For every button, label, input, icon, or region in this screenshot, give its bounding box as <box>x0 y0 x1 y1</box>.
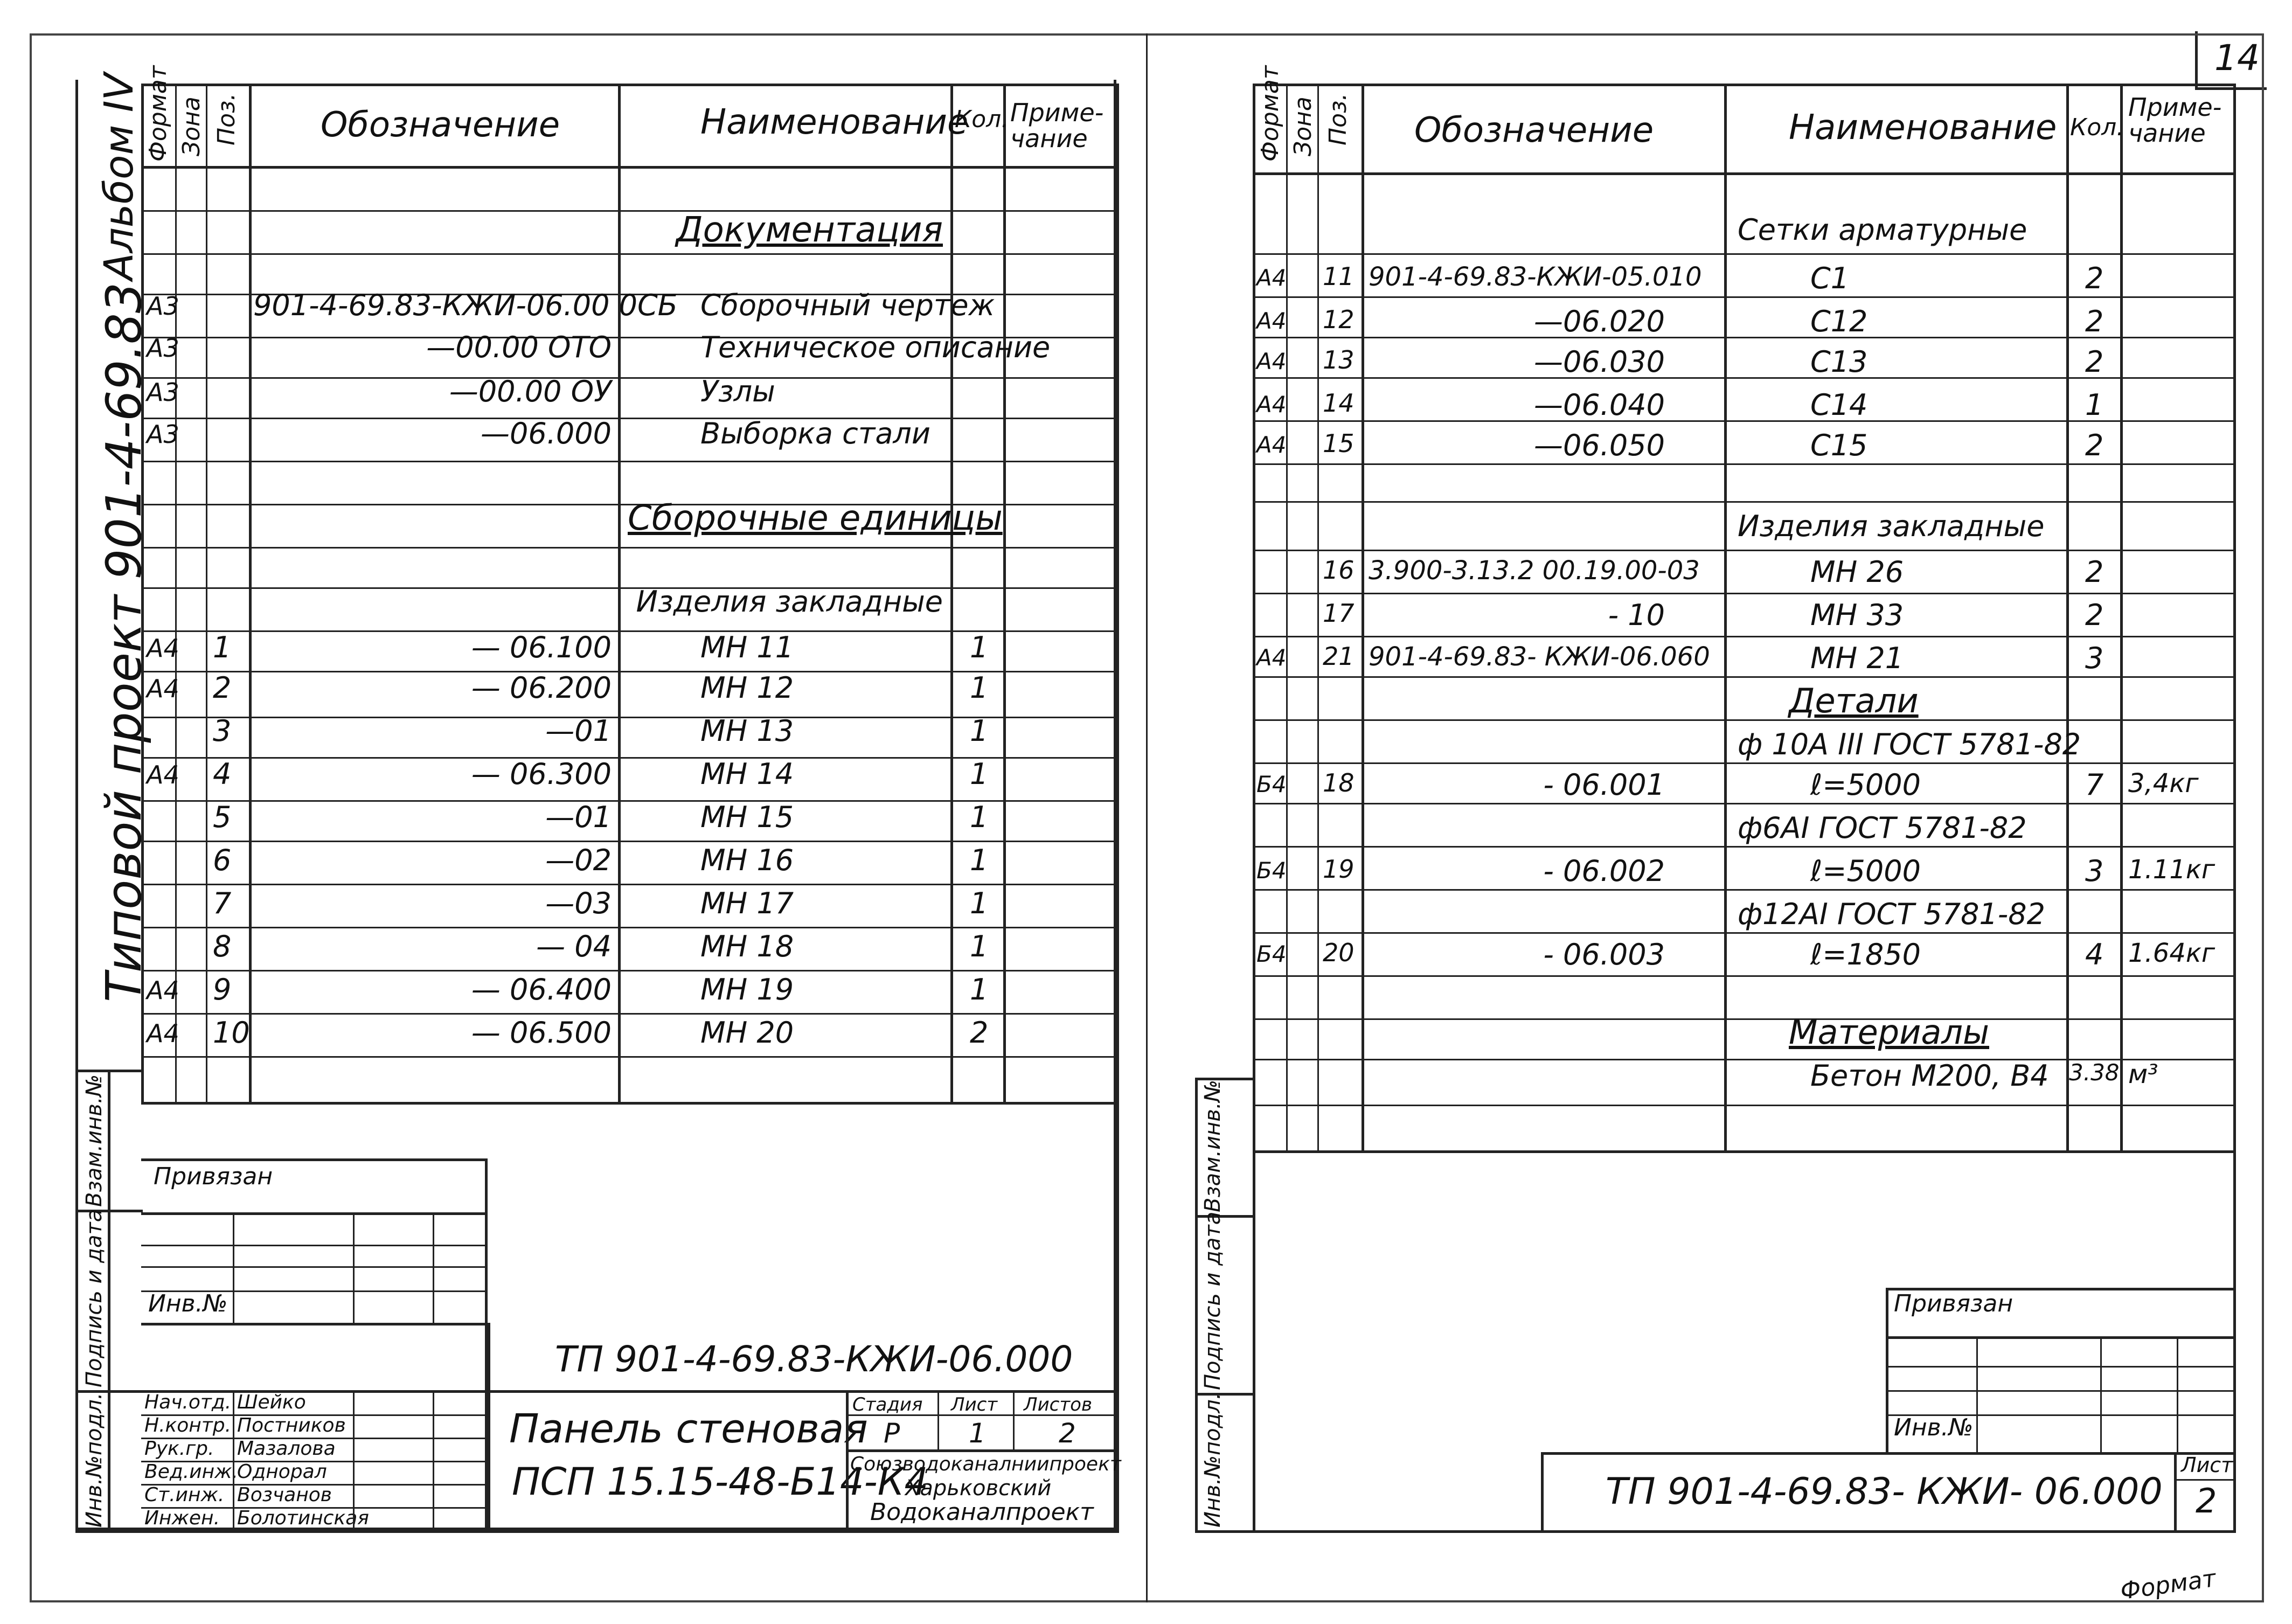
right-stamp-vzam: Взам.инв.№ <box>1200 1079 1225 1212</box>
r-row-designation: - 06.002 <box>1543 854 1665 888</box>
row-qty: 1 <box>970 886 989 920</box>
r-row-qty: 7 <box>2085 768 2104 802</box>
row-pos: 7 <box>213 886 232 920</box>
stamp-podpis: Подпись и дата <box>82 1209 107 1387</box>
r-header-note: Приме-чание <box>2128 93 2222 148</box>
row-designation: —01 <box>545 800 612 834</box>
row-name: МН 20 <box>700 1016 794 1050</box>
right-stamp-inv: Инв.№подл. <box>1200 1392 1225 1528</box>
signature-name: Постников <box>237 1414 346 1436</box>
row-name: Сборочные единицы <box>628 498 1003 538</box>
row-qty: 1 <box>970 929 989 963</box>
header-pos: Поз. <box>213 93 240 145</box>
r-header-zone: Зона <box>1289 96 1317 156</box>
r-row-qty: 2 <box>2085 261 2104 295</box>
r-doc-code: ТП 901-4-69.83- КЖИ- 06.000 <box>1606 1470 2163 1513</box>
row-qty: 1 <box>970 757 989 791</box>
r-row-pos: 15 <box>1323 429 1355 458</box>
stage-value: Р <box>884 1418 900 1449</box>
list-value: 1 <box>969 1418 986 1449</box>
row-designation: — 06.100 <box>471 630 612 664</box>
r-row-pos: 18 <box>1323 768 1355 797</box>
signature-role: Рук.гр. <box>144 1438 214 1460</box>
lists-value: 2 <box>1059 1418 1076 1449</box>
header-note: Приме-чание <box>1010 98 1104 153</box>
header-format: Формат <box>144 65 172 162</box>
r-row-designation: —06.020 <box>1534 304 1665 338</box>
row-qty: 1 <box>970 671 989 705</box>
row-qty: 1 <box>970 630 989 664</box>
row-pos: 4 <box>213 757 232 791</box>
row-name: Узлы <box>700 374 775 408</box>
row-name: Документация <box>676 210 943 250</box>
r-row-qty: 2 <box>2085 428 2104 462</box>
r-row-pos: 11 <box>1323 262 1355 291</box>
r-row-name: МН 21 <box>1810 641 1904 675</box>
r-row-pos: 12 <box>1323 305 1355 334</box>
row-qty: 1 <box>970 843 989 877</box>
r-row-name: ℓ=5000 <box>1810 854 1921 888</box>
row-name: МН 12 <box>700 671 794 705</box>
r-row-designation: - 06.001 <box>1543 768 1665 802</box>
r-row-format: А4 <box>1256 265 1287 291</box>
r-row-designation: 901-4-69.83- КЖИ-06.060 <box>1369 642 1710 672</box>
row-designation: — 06.200 <box>471 671 612 705</box>
row-format: А4 <box>147 634 179 663</box>
row-format: А4 <box>147 674 179 703</box>
row-format: А3 <box>147 378 179 407</box>
r-row-note: м³ <box>2128 1059 2158 1089</box>
r-row-qty: 3 <box>2085 854 2104 888</box>
r-row-pos: 17 <box>1323 599 1355 628</box>
r-row-name: С12 <box>1810 304 1868 338</box>
r-row-pos: 14 <box>1323 388 1355 418</box>
r-row-note: 1.64кг <box>2128 938 2215 968</box>
signature-role: Инжен. <box>144 1507 220 1529</box>
row-pos: 8 <box>213 929 232 963</box>
r-row-qty: 2 <box>2085 304 2104 338</box>
r-row-qty: 2 <box>2085 555 2104 589</box>
header-zone: Зона <box>178 96 205 156</box>
row-pos: 2 <box>213 671 232 705</box>
row-name: МН 15 <box>700 800 794 834</box>
row-format: А3 <box>147 292 179 321</box>
r-privyazan-label: Привязан <box>1894 1290 2013 1317</box>
r-list-value: 2 <box>2196 1481 2217 1521</box>
r-row-name: Материалы <box>1789 1012 1989 1052</box>
row-name: МН 16 <box>700 843 794 877</box>
r-header-name: Наименование <box>1789 108 2057 148</box>
row-name: МН 13 <box>700 714 794 748</box>
row-designation: —02 <box>545 843 612 877</box>
stage-header: Стадия <box>852 1394 923 1415</box>
r-row-designation: —06.050 <box>1534 428 1665 462</box>
org-line1: Союзводоканалниипроект <box>850 1453 1121 1475</box>
row-pos: 9 <box>213 973 232 1007</box>
r-row-name: С15 <box>1810 428 1868 462</box>
row-designation: 901-4-69.83-КЖИ-06.00 0СБ <box>253 288 678 322</box>
r-row-name: Сетки арматурные <box>1738 213 2027 247</box>
r-header-format: Формат <box>1256 65 1284 162</box>
r-row-format: А4 <box>1256 644 1287 671</box>
r-row-format: Б4 <box>1256 771 1287 797</box>
row-qty: 1 <box>970 973 989 1007</box>
row-designation: — 06.500 <box>471 1016 612 1050</box>
row-name: Изделия закладные <box>636 585 943 619</box>
right-stamp-podpis: Подпись и дата <box>1200 1211 1225 1390</box>
row-designation: —01 <box>545 714 612 748</box>
row-pos: 3 <box>213 714 232 748</box>
row-designation: — 06.400 <box>471 973 612 1007</box>
r-row-designation: 3.900-3.13.2 00.19.00-03 <box>1369 556 1700 586</box>
row-name: Выборка стали <box>700 417 931 450</box>
r-row-format: Б4 <box>1256 857 1287 884</box>
row-designation: —03 <box>545 886 612 920</box>
r-row-name: Бетон М200, В4 <box>1810 1059 2049 1093</box>
r-row-name: Изделия закладные <box>1738 509 2045 543</box>
row-designation: — 06.300 <box>471 757 612 791</box>
row-name: Техническое описание <box>700 330 1051 364</box>
org-line2: Харьковский <box>905 1476 1052 1501</box>
row-name: Сборочный чертеж <box>700 288 995 322</box>
r-row-qty: 3 <box>2085 641 2104 675</box>
row-name: МН 18 <box>700 929 794 963</box>
stamp-vzam: Взам.инв.№ <box>82 1074 107 1207</box>
album-label: Альбом IV <box>96 73 142 280</box>
r-row-format: А4 <box>1256 432 1287 458</box>
r-row-note: 3,4кг <box>2128 768 2199 799</box>
r-row-name: С14 <box>1810 388 1868 422</box>
r-row-qty: 3.38 <box>2069 1059 2120 1086</box>
r-row-qty: 1 <box>2085 388 2104 422</box>
r-row-designation: —06.040 <box>1534 388 1665 422</box>
row-format: А4 <box>147 976 179 1005</box>
r-row-format: А4 <box>1256 308 1287 334</box>
r-row-name: С13 <box>1810 345 1868 379</box>
signature-name: Мазалова <box>237 1438 336 1460</box>
r-row-name: ф6АI ГОСТ 5781-82 <box>1738 811 2027 845</box>
r-row-name: Детали <box>1789 681 1919 720</box>
r-row-format: Б4 <box>1256 941 1287 967</box>
r-row-format: А4 <box>1256 348 1287 374</box>
row-qty: 1 <box>970 800 989 834</box>
row-qty: 2 <box>970 1016 989 1050</box>
doc-code: ТП 901-4-69.83-КЖИ-06.000 <box>555 1338 1073 1380</box>
row-pos: 5 <box>213 800 232 834</box>
privyazan-label: Привязан <box>154 1163 273 1190</box>
header-qty: Кол. <box>955 106 1009 133</box>
title-line2: ПСП 15.15-48-Б14-К4 <box>512 1460 928 1504</box>
r-row-note: 1.11кг <box>2128 855 2215 885</box>
r-row-name: С1 <box>1810 261 1850 295</box>
row-name: МН 19 <box>700 973 794 1007</box>
row-name: МН 17 <box>700 886 794 920</box>
r-row-pos: 16 <box>1323 556 1355 585</box>
signature-name: Однорал <box>237 1461 327 1483</box>
r-header-qty: Кол. <box>2070 114 2124 141</box>
r-row-pos: 20 <box>1323 938 1355 967</box>
r-header-designation: Обозначение <box>1414 110 1654 150</box>
r-row-pos: 19 <box>1323 855 1355 884</box>
project-label: Типовой проект 901-4-69.83 <box>96 282 152 1002</box>
r-row-qty: 4 <box>2085 938 2104 971</box>
row-format: А3 <box>147 420 179 449</box>
list-header: Лист <box>951 1394 998 1415</box>
r-row-qty: 2 <box>2085 598 2104 632</box>
row-designation: —00.00 ОТО <box>426 330 612 364</box>
stamp-inv: Инв.№подл. <box>82 1392 107 1528</box>
r-row-pos: 21 <box>1323 642 1355 671</box>
row-designation: —06.000 <box>481 417 612 450</box>
signature-role: Вед.инж. <box>144 1461 238 1483</box>
row-pos: 6 <box>213 843 232 877</box>
signature-name: Возчанов <box>237 1484 332 1506</box>
r-row-name: МН 26 <box>1810 555 1904 589</box>
row-name: МН 14 <box>700 757 794 791</box>
r-row-designation: - 10 <box>1608 598 1665 632</box>
row-format: А3 <box>147 334 179 363</box>
row-designation: —00.00 ОУ <box>449 374 612 408</box>
org-line3: Водоканалпроект <box>870 1498 1094 1526</box>
row-pos: 1 <box>213 630 232 664</box>
row-format: А4 <box>147 760 179 789</box>
r-row-designation: - 06.003 <box>1543 938 1665 971</box>
r-list-label: Лист <box>2181 1453 2233 1477</box>
corner-scribble: Формат <box>2119 1564 2218 1606</box>
signature-name: Болотинская <box>237 1507 369 1529</box>
r-row-name: МН 33 <box>1810 598 1904 632</box>
row-designation: — 04 <box>536 929 612 963</box>
title-line1: Панель стеновая <box>509 1406 868 1452</box>
header-designation: Обозначение <box>321 105 560 145</box>
r-row-format: А4 <box>1256 391 1287 418</box>
row-qty: 1 <box>970 714 989 748</box>
r-row-name: ℓ=1850 <box>1810 938 1921 971</box>
row-format: А4 <box>147 1019 179 1048</box>
inv-no-label: Инв.№ <box>148 1290 228 1317</box>
lists-header: Листов <box>1024 1394 1093 1415</box>
r-row-name: ф12АI ГОСТ 5781-82 <box>1738 897 2045 931</box>
r-row-designation: 901-4-69.83-КЖИ-05.010 <box>1369 262 1702 292</box>
r-inv-no-label: Инв.№ <box>1894 1414 1974 1441</box>
r-header-pos: Поз. <box>1324 93 1352 145</box>
row-name: МН 11 <box>700 630 794 664</box>
signature-role: Н.контр. <box>144 1414 232 1436</box>
page-number: 14 <box>2214 37 2260 79</box>
row-pos: 10 <box>213 1016 250 1050</box>
r-row-qty: 2 <box>2085 345 2104 379</box>
r-row-name: ℓ=5000 <box>1810 768 1921 802</box>
r-row-name: ф 10А III ГОСТ 5781-82 <box>1738 727 2081 761</box>
signature-role: Нач.отд. <box>144 1391 232 1413</box>
signature-name: Шейко <box>237 1391 306 1413</box>
signature-role: Ст.инж. <box>144 1484 225 1506</box>
r-row-designation: —06.030 <box>1534 345 1665 379</box>
header-name: Наименование <box>700 102 969 142</box>
r-row-pos: 13 <box>1323 345 1355 374</box>
